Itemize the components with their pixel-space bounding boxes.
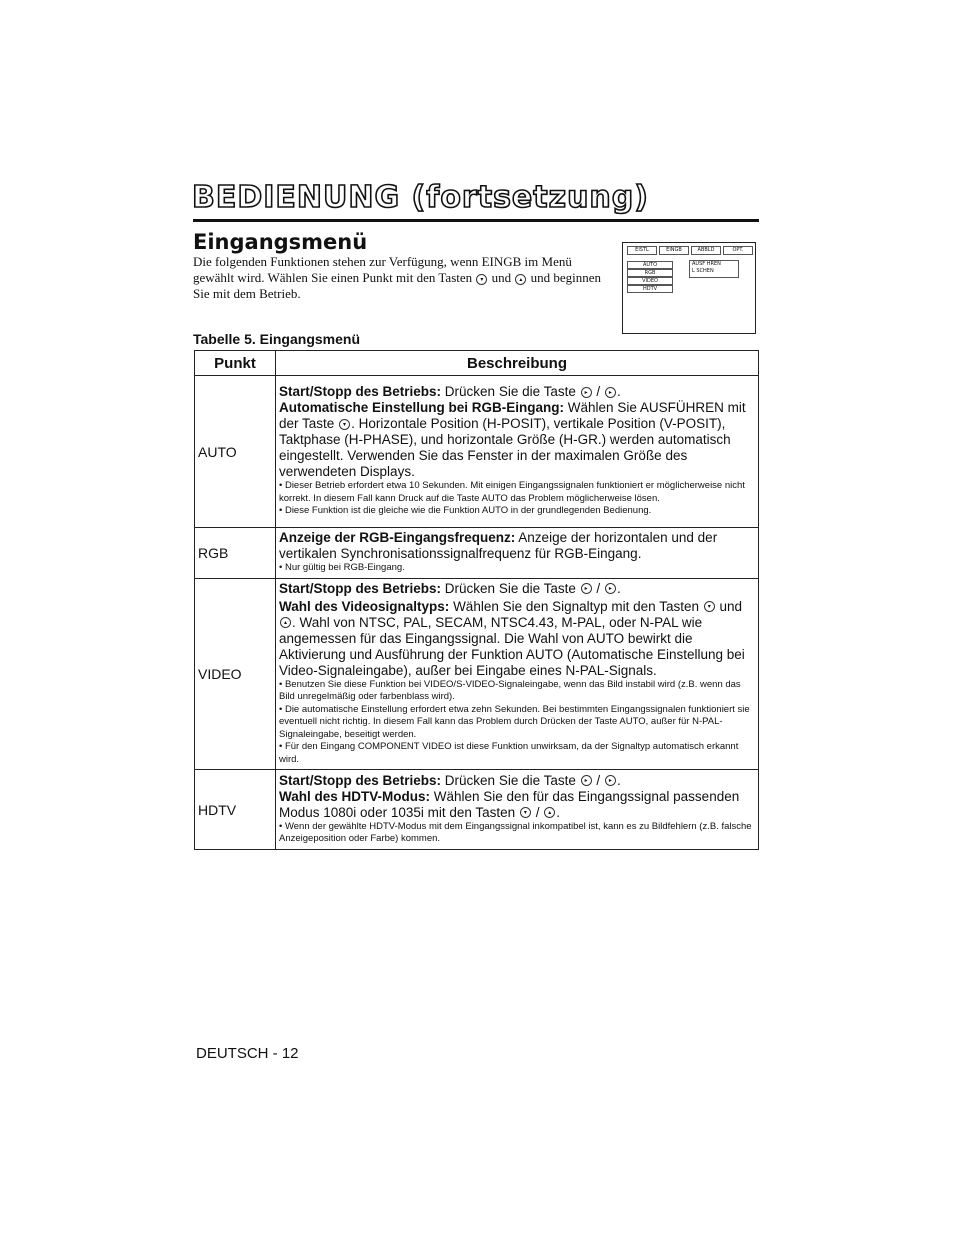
hdtv-start-stop: Start/Stopp des Betriebs: Drücken Sie die Taste ▸ / ▸ . — [279, 772, 621, 788]
intro-text-2: und beginnen Sie mit dem Betrieb. — [193, 270, 602, 301]
header-punkt: Punkt — [195, 351, 276, 376]
row-label-hdtv: HDTV — [195, 770, 276, 850]
right-key-icon: ▸ — [581, 387, 592, 398]
hdtv-note-1: • Wenn der gewählte HDTV-Modus mit dem Eingangssignal inkompatibel ist, kann es zu Bildfehlern (z.B. falsche Anzeigeposition oder Farbe) kommen. — [279, 820, 752, 844]
up-key-icon: ▴ — [544, 807, 555, 818]
enter-key-icon: ▸ — [605, 387, 616, 398]
table-row-rgb — [195, 528, 759, 579]
video-note-2: • Die automatische Einstellung erfordert etwa zehn Sekunden. Bei bestimmten Eingangssignalen funktioniert sie eventuell nicht richtig. In diesem Fall kann das Problem durch Drücken der Taste AUTO, außer für N-PAL-Signaleingabe, beseitigt werden. — [279, 703, 750, 740]
row-label-rgb: RGB — [195, 528, 276, 579]
right-key-icon: ▸ — [581, 583, 592, 594]
page-heading: BEDIENUNG (fortsetzung) — [192, 180, 649, 215]
menu-illustration — [622, 242, 756, 334]
row-desc-auto — [276, 376, 759, 528]
enter-key-icon: ▸ — [605, 583, 616, 594]
video-signal-type: Wahl des Videosignaltyps: Wählen Sie den Signaltyp mit den Tasten ▾ und ▴ . Wahl von NTSC, PAL, SECAM, NTSC4.43, M-PAL, oder N-PAL wie angemessen für das Eingangssignal. Die Wahl von AUTO bewirkt die Aktivierung und Ausführung der Funktion AUTO (Automatische Einstellung bei Video-Signaleingabe), außer bei Eingabe eines N-PAL-Signals. — [279, 598, 745, 678]
row-label-video: VIDEO — [195, 578, 276, 770]
auto-start-stop: Start/Stopp des Betriebs: Drücken Sie die Taste ▸ / ▸ . — [279, 384, 621, 400]
table-caption: Tabelle 5. Eingangsmenü — [193, 331, 361, 347]
auto-note-1: • Dieser Betrieb erfordert etwa 10 Sekunden. Mit einigen Eingangssignalen funktioniert er möglicherweise nicht korrekt. In diesem Fall kann Druck auf die Taste AUTO das Problem möglicherweise lösen. — [279, 480, 745, 504]
page-footer: DEUTSCH - 12 — [196, 1045, 299, 1062]
video-note-1: • Benutzen Sie diese Funktion bei VIDEO/S-VIDEO-Signaleingabe, wenn das Bild instabil wird (z.B. wenn das Bild unregelmäßig oder farbenblass wird). — [279, 678, 741, 702]
row-desc-hdtv — [276, 770, 759, 850]
menu-submenu-panel — [689, 260, 739, 278]
down-key-icon: ▾ — [476, 274, 487, 285]
menu-item-hdtv: HDTV — [627, 285, 673, 293]
enter-key-icon: ▸ — [605, 775, 616, 786]
row-desc-video — [276, 578, 759, 770]
table-row-hdtv — [195, 770, 759, 850]
input-menu-table — [194, 350, 759, 850]
submenu-item-delete: L SCHEN — [692, 268, 714, 274]
video-note-3: • Für den Eingang COMPONENT VIDEO ist diese Funktion unwirksam, da der Signaltyp automatisch erkannt wird. — [279, 741, 739, 765]
menu-tab-abbld: ABBLD — [691, 246, 721, 255]
intro-text-1: Die folgenden Funktionen stehen zur Verfügung, wenn EINGB im Menü gewählt wird. Wählen Sie einen Punkt mit den Tasten — [193, 254, 572, 285]
right-key-icon: ▸ — [581, 775, 592, 786]
up-key-icon: ▴ — [280, 617, 291, 628]
rgb-note-1: • Nur gültig bei RGB-Eingang. — [279, 562, 405, 573]
up-key-icon: ▴ — [515, 274, 526, 285]
menu-tab-eistl: EISTL — [627, 246, 657, 255]
auto-note-2: • Diese Funktion ist die gleiche wie die Funktion AUTO in der grundlegenden Bedienung. — [279, 505, 652, 517]
down-key-icon: ▾ — [520, 807, 531, 818]
table-row-video — [195, 578, 759, 770]
submenu-item-execute: AUSF HREN — [692, 261, 721, 267]
menu-tab-eingb: EINGB — [659, 246, 689, 255]
menu-item-video: VIDEO — [627, 277, 673, 285]
intro-paragraph — [193, 254, 613, 302]
auto-rgb-adjust: Automatische Einstellung bei RGB-Eingang: Wählen Sie AUSFÜHREN mit der Taste ▾ . Horizontale Position (H-POSIT), vertikale Position (V-POSIT), Taktphase (H-PHASE), und horizontale Größe (H-GR.) werden automatisch eingestellt. Verwenden Sie das Fenster in der maximalen Größe des verwendeten Displays. — [279, 400, 746, 480]
menu-item-rgb: RGB — [627, 269, 673, 277]
header-beschreibung: Beschreibung — [276, 351, 759, 376]
section-title: Eingangsmenü — [193, 230, 368, 254]
intro-and: und — [491, 270, 512, 285]
menu-item-auto: AUTO — [627, 261, 673, 269]
video-start-stop: Start/Stopp des Betriebs: Drücken Sie die Taste ▸ / ▸ . — [279, 580, 621, 596]
row-desc-rgb — [276, 528, 759, 579]
hdtv-mode: Wahl des HDTV-Modus: Wählen Sie den für das Eingangssignal passenden Modus 1080i oder 1035i mit den Tasten ▾ / ▴ . — [279, 788, 740, 820]
row-label-auto: AUTO — [195, 376, 276, 528]
down-key-icon: ▾ — [339, 419, 350, 430]
rgb-frequency: Anzeige der RGB-Eingangsfrequenz: Anzeige der horizontalen und der vertikalen Synchronisationssignalfrequenz für RGB-Eingang. — [279, 530, 718, 561]
table-row-auto — [195, 376, 759, 528]
menu-tab-opt: OPT. — [723, 246, 753, 255]
down-key-icon: ▾ — [704, 601, 715, 612]
heading-rule — [193, 219, 759, 222]
table-header-row — [195, 351, 759, 376]
